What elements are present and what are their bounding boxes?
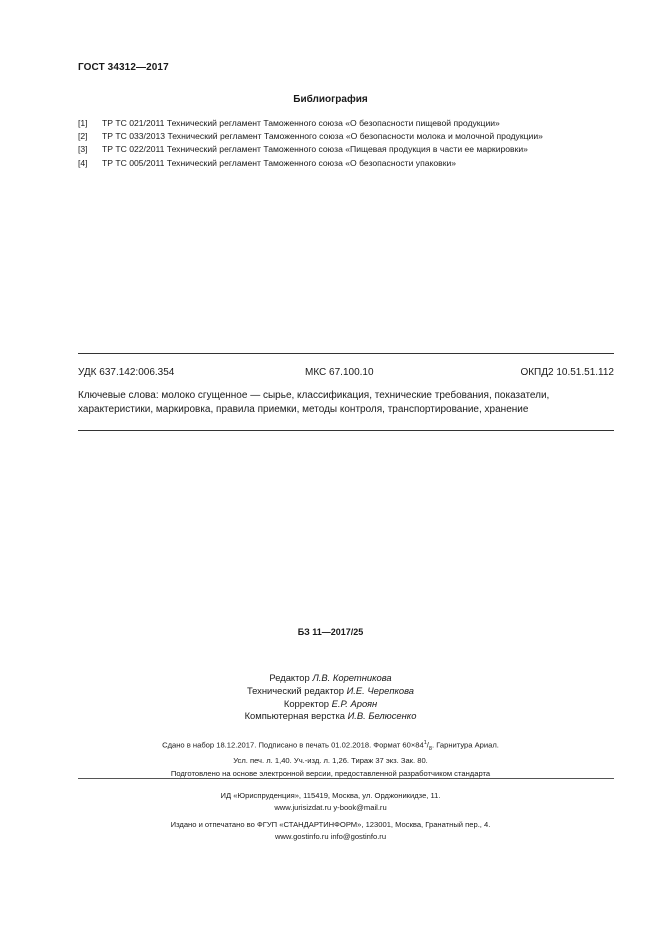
tech-editor-line: [0, 685, 661, 698]
udk-code: УДК 637.142:006.354: [78, 367, 175, 378]
layout-label: Компьютерная верстка: [244, 710, 345, 722]
bibliography-title: Библиография: [293, 94, 368, 105]
bibliography-item-text: ТР ТС 033/2013 Технический регламент Таможенного союза «О безопасности молока и молочной продукции»: [102, 131, 543, 142]
document-id: ГОСТ 34312—2017: [78, 62, 169, 73]
print-info-text: . Гарнитура Ариал.: [431, 740, 499, 750]
print-info-text: Сдано в набор 18.12.2017. Подписано в печать 01.02.2018. Формат 60×84: [162, 740, 424, 750]
publisher-web: www.jurisizdat.ru y-book@mail.ru: [274, 803, 387, 813]
bibliography-list: [78, 117, 638, 170]
print-info-line: Сдано в набор 18.12.2017. Подписано в печать 01.02.2018. Формат $60\times 84^1/_8$. Гарнитура Ариал.: [162, 740, 499, 753]
format-fraction-numerator: 1: [423, 740, 427, 746]
corrector-label: Корректор: [283, 697, 330, 709]
bibliography-item: [78, 143, 638, 156]
bibliography-item-text: ТР ТС 022/2011 Технический регламент Таможенного союза «Пищевая продукция в части ее маркировки»: [102, 144, 528, 155]
keywords: [78, 389, 618, 416]
keywords-line: Ключевые слова: молоко сгущенное — сырье, классификация, технические требования, показатели,: [78, 390, 550, 401]
divider-imprint: [78, 778, 614, 779]
layout-line: [0, 710, 661, 723]
editorial-staff: [0, 672, 661, 723]
print-info-line: Усл. печ. л. 1,40. Уч.-изд. л. 1,26. Тираж 37 экз. Зак. 80.: [233, 756, 428, 766]
corrector-name: Е.Р. Ароян: [331, 697, 378, 709]
bibliography-item: [78, 130, 638, 143]
print-info-line: Подготовлено на основе электронной версии, предоставленной разработчиком стандарта: [170, 768, 491, 778]
editor-line: [0, 672, 661, 685]
bibliography-item: [78, 117, 638, 130]
bibliography-item-number: [4]: [78, 157, 88, 168]
divider-top: [78, 353, 614, 354]
bibliography-item-number: [3]: [78, 144, 88, 155]
keywords-line: характеристики, маркировка, правила приемки, методы контроля, транспортирование, хранение: [78, 403, 529, 415]
editor-label: Редактор: [269, 672, 310, 683]
bibliography-item-number: [1]: [78, 118, 88, 128]
publisher-web: www.gostinfo.ru info@gostinfo.ru: [274, 832, 387, 842]
corrector-line: [0, 698, 661, 711]
bibliography-item-text: ТР ТС 005/2011 Технический регламент Таможенного союза «О безопасности упаковки»: [102, 157, 457, 168]
layout-name: И.В. Белюсенко: [347, 710, 417, 722]
tech-editor-label: Технический редактор: [246, 684, 344, 696]
divider-bottom: [78, 430, 614, 431]
bibliography-item-number: [2]: [78, 131, 88, 142]
bibliography-item-text: ТР ТС 021/2011 Технический регламент Таможенного союза «О безопасности пищевой продукции»: [102, 118, 500, 128]
publisher-line: ИД «Юриспруденция», 115419, Москва, ул. Орджоникидзе, 11.: [220, 791, 441, 800]
okpd-code: ОКПД2 10.51.51.112: [520, 367, 614, 378]
publisher-info: [0, 790, 661, 844]
print-info: [0, 737, 661, 780]
bz-number: БЗ 11—2017/25: [297, 627, 364, 637]
editor-name: Л.В. Коретникова: [312, 672, 392, 683]
tech-editor-name: И.Е. Черепкова: [346, 684, 415, 696]
publisher-line: Издано и отпечатано во ФГУП «СТАНДАРТИНФОРМ», 123001, Москва, Гранатный пер., 4.: [170, 819, 491, 829]
format-fraction-denominator: 8: [428, 746, 432, 753]
mks-code: МКС 67.100.10: [305, 367, 374, 378]
bibliography-item: [78, 157, 638, 170]
